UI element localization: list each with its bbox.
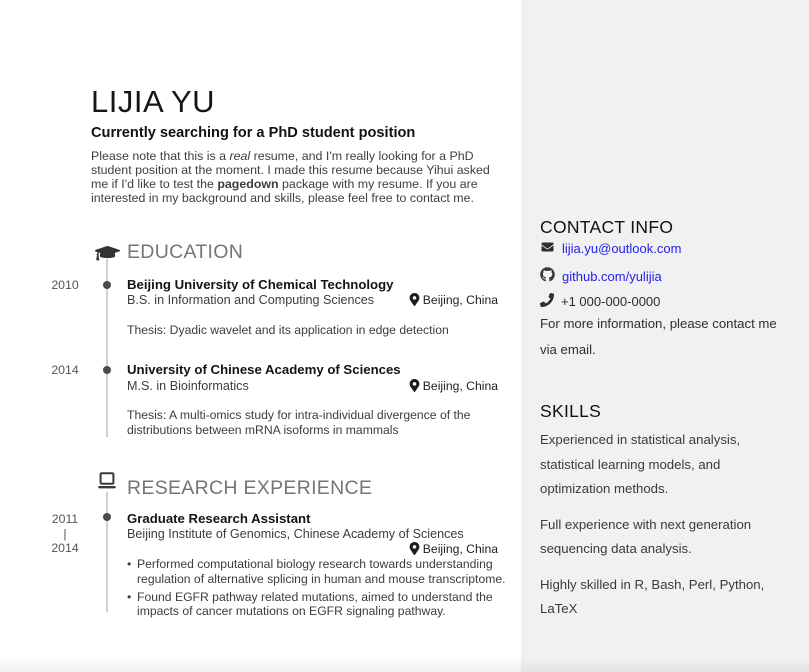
intro-text: resume, and I'm really looking for a PhD student position at the moment. I made this resume because Yihui asked me if I'd like to test the: [91, 149, 490, 191]
laptop-icon: [95, 470, 119, 492]
intro-text: package with my resume. If you are interested in my background and skills, please feel free to contact me.: [91, 176, 478, 205]
education-entry-thesis: Thesis: Dyadic wavelet and its application in edge detection: [127, 323, 449, 337]
research-timeline-line: [106, 492, 108, 612]
timeline-dot: [103, 366, 111, 374]
entry-year: 2014: [51, 363, 79, 377]
research-section-title: RESEARCH EXPERIENCE: [127, 477, 373, 499]
research-bullet-list: [127, 557, 509, 619]
location-pin-icon: [409, 293, 423, 307]
education-entry-title: University of Chinese Academy of Sciences: [127, 362, 401, 377]
phone-number: +1 000-000-0000: [561, 294, 661, 309]
timeline-dot: [103, 281, 111, 289]
graduation-cap-icon: [95, 243, 120, 263]
intro-text: Please note that this is a: [91, 149, 230, 163]
location-pin-icon: [409, 379, 423, 393]
github-link[interactable]: github.com/yulijia: [562, 268, 662, 284]
phone-icon: [540, 293, 554, 310]
contact-note: For more information, please contact me via email.: [540, 316, 777, 357]
intro-emphasis: real: [229, 149, 251, 163]
skills-section-title: SKILLS: [540, 401, 602, 421]
education-entry-title: Beijing University of Chemical Technology: [127, 277, 394, 292]
year-start: 2011: [51, 512, 79, 526]
education-entry-location: [127, 293, 498, 307]
sidebar: [521, 0, 809, 672]
education-entry-location: [127, 379, 498, 393]
contact-section-title: CONTACT INFO: [540, 217, 674, 237]
email-link[interactable]: lijia.yu@outlook.com: [562, 241, 682, 256]
skills-paragraph: Experienced in statistical analysis, statistical learning models, and optimization methods.: [540, 432, 741, 496]
tagline: Currently searching for a PhD student position: [91, 125, 416, 141]
location-text: Beijing, China: [422, 293, 498, 307]
envelope-icon: [540, 241, 555, 256]
skills-paragraph: Full experience with next generation sequencing data analysis.: [540, 516, 752, 556]
entry-year-range: [42, 512, 88, 556]
list-item: • Found EGFR pathway related mutations, aimed to understand the impacts of cancer mutations on EGFR signaling pathway.: [127, 590, 509, 620]
education-entry-thesis: Thesis: A multi-omics study for intra-individual divergence of the distributions between mRNA isoforms in mammals: [127, 408, 471, 437]
intro-paragraph: [91, 150, 509, 206]
location-pin-icon: [409, 542, 423, 556]
timeline-dot: [103, 513, 111, 521]
research-entry-location: [127, 542, 498, 556]
contact-phone-row: [540, 293, 660, 310]
intro-bold: pagedown: [217, 176, 279, 191]
education-section-title: EDUCATION: [127, 241, 244, 263]
year-separator: |: [63, 526, 67, 541]
page-title: LIJIA YU: [91, 84, 216, 119]
research-entry-organization: Beijing Institute of Genomics, Chinese Academy of Sciences: [127, 527, 464, 541]
education-entry-degree: B.S. in Information and Computing Sciences: [127, 293, 375, 307]
research-entry-title: Graduate Research Assistant: [127, 511, 311, 526]
contact-email-row: [540, 241, 681, 256]
entry-year: 2010: [51, 278, 79, 292]
list-item: • Performed computational biology research towards understanding regulation of alternative splicing in human and mouse transcriptome.: [127, 557, 509, 587]
location-text: Beijing, China: [422, 379, 498, 393]
skills-paragraph: Highly skilled in R, Bash, Perl, Python, LaTeX: [540, 576, 765, 616]
education-entry-degree: M.S. in Bioinformatics: [127, 379, 249, 393]
github-icon: [540, 267, 555, 285]
contact-github-row: [540, 267, 662, 285]
year-end: 2014: [51, 541, 79, 555]
location-text: Beijing, China: [422, 542, 498, 556]
skills-body: [540, 428, 786, 633]
